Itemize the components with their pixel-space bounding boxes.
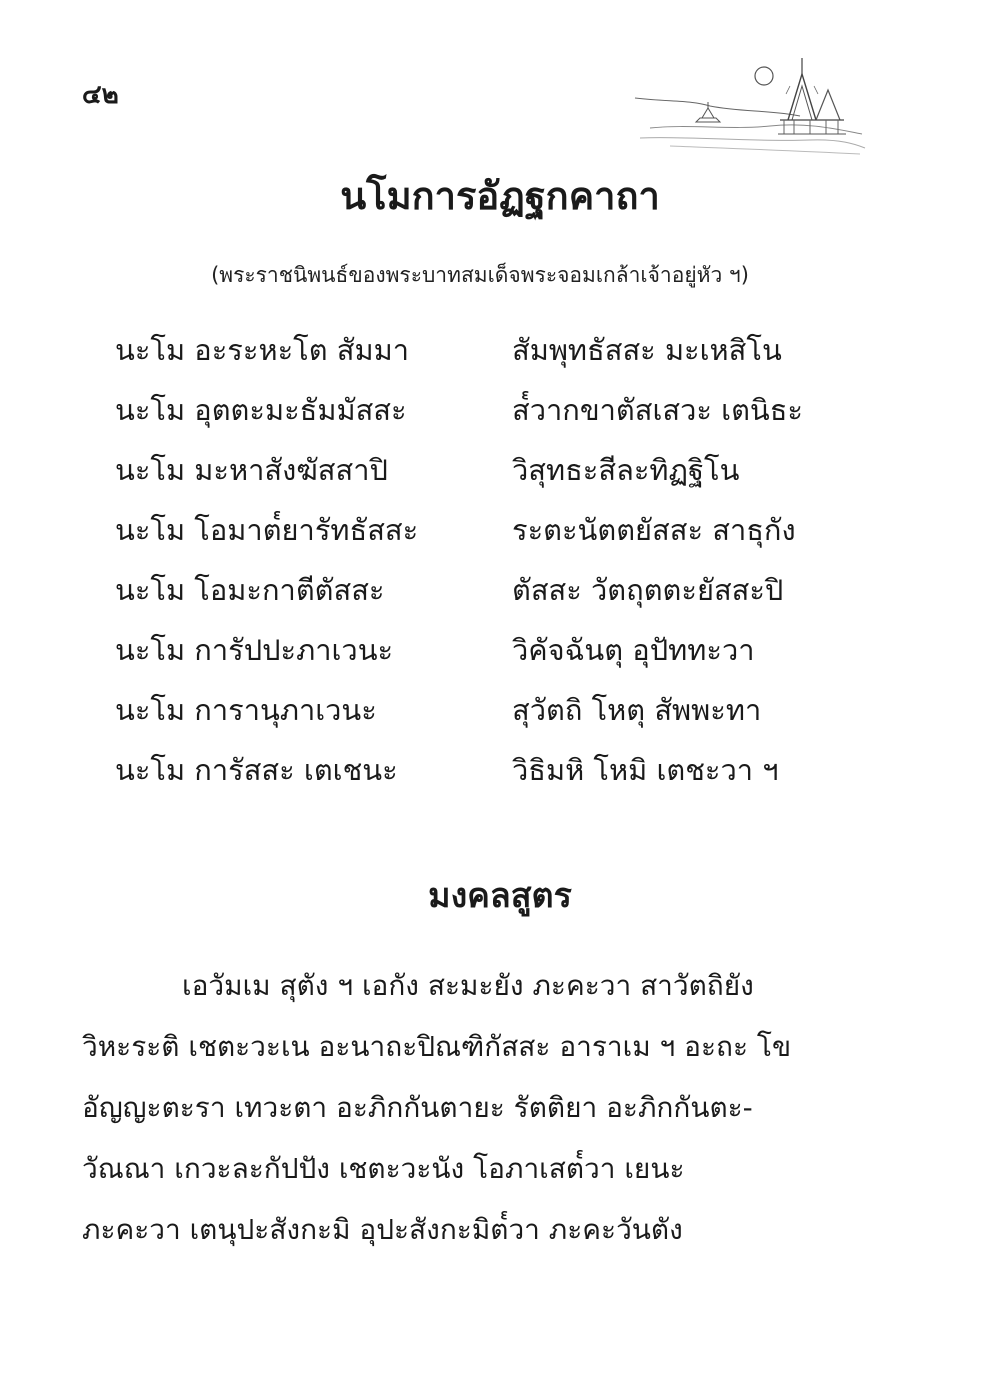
verse-row <box>115 620 875 680</box>
verse-right: สุวัตถิ โหตุ สัพพะทา <box>512 693 762 727</box>
temple-landscape-illustration <box>630 50 870 160</box>
verse-left: นะโม อุตตะมะธัมมัสสะ <box>115 393 407 427</box>
verse-right: วิธิมหิ โหมิ เตชะวา ฯ <box>512 753 779 787</box>
verse-right: ส๎วากขาตัสเสวะ เตนิธะ <box>512 393 804 427</box>
verse-left: นะโม อะระหะโต สัมมา <box>115 333 409 367</box>
verse-left: นะโม การัสสะ เตเชนะ <box>115 753 398 787</box>
verse-right: ระตะนัตตยัสสะ สาธุกัง <box>512 513 796 547</box>
paragraph-line: ภะคะวา เตนุปะสังกะมิ อุปะสังกะมิต๎วา ภะคะวันตัง <box>82 1212 683 1246</box>
paragraph-line: วัณณา เกวะละกัปปัง เชตะวะนัง โอภาเสต๎วา เยนะ <box>82 1151 685 1185</box>
verse-left: นะโม การานุภาเวนะ <box>115 693 377 727</box>
paragraph-line: อัญญะตะรา เทวะตา อะภิกกันตายะ รัตติยา อะภิกกันตะ- <box>82 1090 753 1124</box>
verse-left: นะโม การัปปะภาเวนะ <box>115 633 394 667</box>
verse-right: วิคัจฉันตุ อุปัททะวา <box>512 633 755 667</box>
verse-row <box>115 680 875 740</box>
sun-icon <box>755 67 773 85</box>
verse-left: นะโม มะหาสังฆัสสาปิ <box>115 453 388 487</box>
section-title-namo-atthaka: นโมการอัฏฐกคาถา <box>340 174 660 218</box>
verse-row <box>115 740 875 800</box>
verse-right: สัมพุทธัสสะ มะเหสิโน <box>512 333 782 367</box>
verse-row <box>115 500 875 560</box>
section-subtitle: (พระราชนิพนธ์ของพระบาทสมเด็จพระจอมเกล้าเจ้าอยู่หัว ฯ) <box>211 263 749 287</box>
verse-row <box>115 440 875 500</box>
mangala-sutta-paragraph <box>82 955 872 1260</box>
page-number: ๔๒ <box>82 80 119 110</box>
section-title-mangala-sutta: มงคลสูตร <box>428 876 572 916</box>
verse-right: ตัสสะ วัตถุตตะยัสสะปิ <box>512 573 784 607</box>
verse-left: นะโม โอมาต๎ยารัทธัสสะ <box>115 513 419 547</box>
verse-row <box>115 380 875 440</box>
paragraph-line: วิหะระติ เชตะวะเน อะนาถะปิณฑิกัสสะ อาราเม ฯ อะถะ โข <box>82 1029 792 1063</box>
paragraph-line: เอวัมเม สุตัง ฯ เอกัง สะมะยัง ภะคะวา สาวัตถิยัง <box>182 968 754 1002</box>
verse-left: นะโม โอมะกาตีตัสสะ <box>115 573 385 607</box>
verse-table <box>115 320 875 800</box>
verse-row <box>115 320 875 380</box>
verse-right: วิสุทธะสีละทิฏฐิโน <box>512 453 740 487</box>
verse-row <box>115 560 875 620</box>
